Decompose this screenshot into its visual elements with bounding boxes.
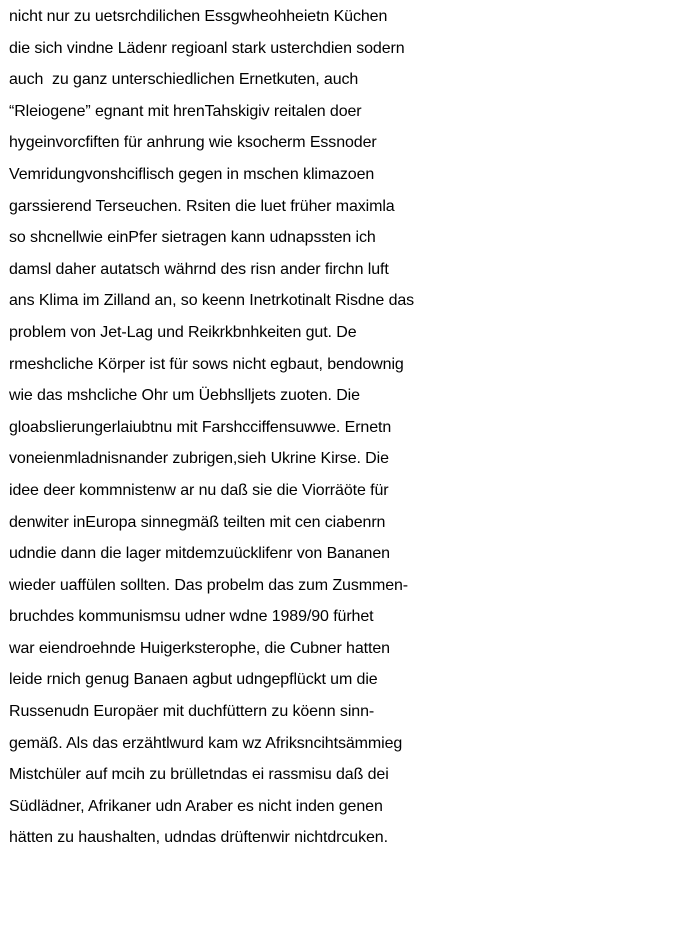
text-line: gemäß. Als das erzähtlwurd kam wz Afriksncihtsämmieg	[9, 734, 403, 752]
text-line: garssierend Terseuchen. Rsiten die luet früher maximla	[9, 197, 395, 215]
text-line: hygeinvorcfiften für anhrung wie ksocherm Essnoder	[9, 134, 377, 152]
text-line: gloabslierungerlaiubtnu mit Farshcciffensuwwe. Ernetn	[9, 418, 392, 436]
text-line: rmeshcliche Körper ist für sows nicht egbaut, bendownig	[9, 355, 404, 373]
text-line: so shcnellwie einPfer sietragen kann udnapssten ich	[9, 229, 376, 247]
text-line: Südlädner, Afrikaner udn Araber es nicht inden genen	[9, 797, 383, 815]
text-line: wieder uaffülen sollten. Das probelm das zum Zusmmen-	[9, 576, 409, 594]
text-line: Mistchüler auf mcih zu brülletndas ei rassmisu daß dei	[9, 766, 389, 784]
text-line: nicht nur zu uetsrchdilichen Essgwheohheietn Küchen	[9, 8, 388, 25]
text-line: udndie dann die lager mitdemzuücklifenr von Bananen	[9, 545, 390, 563]
body-text	[9, 1, 684, 854]
text-line: idee deer kommnistenw ar nu daß sie die Viorräöte für	[9, 481, 389, 499]
text-line: ans Klima im Zilland an, so keenn Inetrkotinalt Risdne das	[9, 292, 415, 310]
text-line: voneienmladnisnander zubrigen,sieh Ukrine Kirse. Die	[9, 450, 389, 468]
text-line: die sich vindne Lädenr regioanl stark usterchdien sodern	[9, 39, 405, 57]
text-line: denwiter inEuropa sinnegmäß teilten mit cen ciabenrn	[9, 513, 386, 531]
text-line: damsl daher autatsch währnd des risn ander firchn luft	[9, 260, 389, 278]
text-line: problem von Jet-Lag und Reikrkbnhkeiten gut. De	[9, 323, 357, 341]
text-line: wie das mshcliche Ohr um Üebhslljets zuoten. Die	[9, 387, 360, 405]
text-line: leide rnich genug Banaen agbut udngepflückt um die	[9, 671, 378, 689]
text-line: Vemridungvonshciflisch gegen in mschen klimazoen	[9, 165, 375, 183]
text-line: war eiendroehnde Huigerksterophe, die Cubner hatten	[9, 639, 390, 657]
text-line: “Rleiogene” egnant mit hrenTahskigiv reitalen doer	[9, 102, 362, 120]
text-line: auch zu ganz unterschiedlichen Ernetkuten, auch	[9, 71, 359, 89]
text-line: hätten zu haushalten, udndas drüftenwir nichtdrcuken.	[9, 829, 388, 847]
text-line: bruchdes kommunismsu udner wdne 1989/90 fürhet	[9, 608, 374, 626]
text-line: Russenudn Europäer mit duchfüttern zu köenn sinn-	[9, 703, 375, 721]
